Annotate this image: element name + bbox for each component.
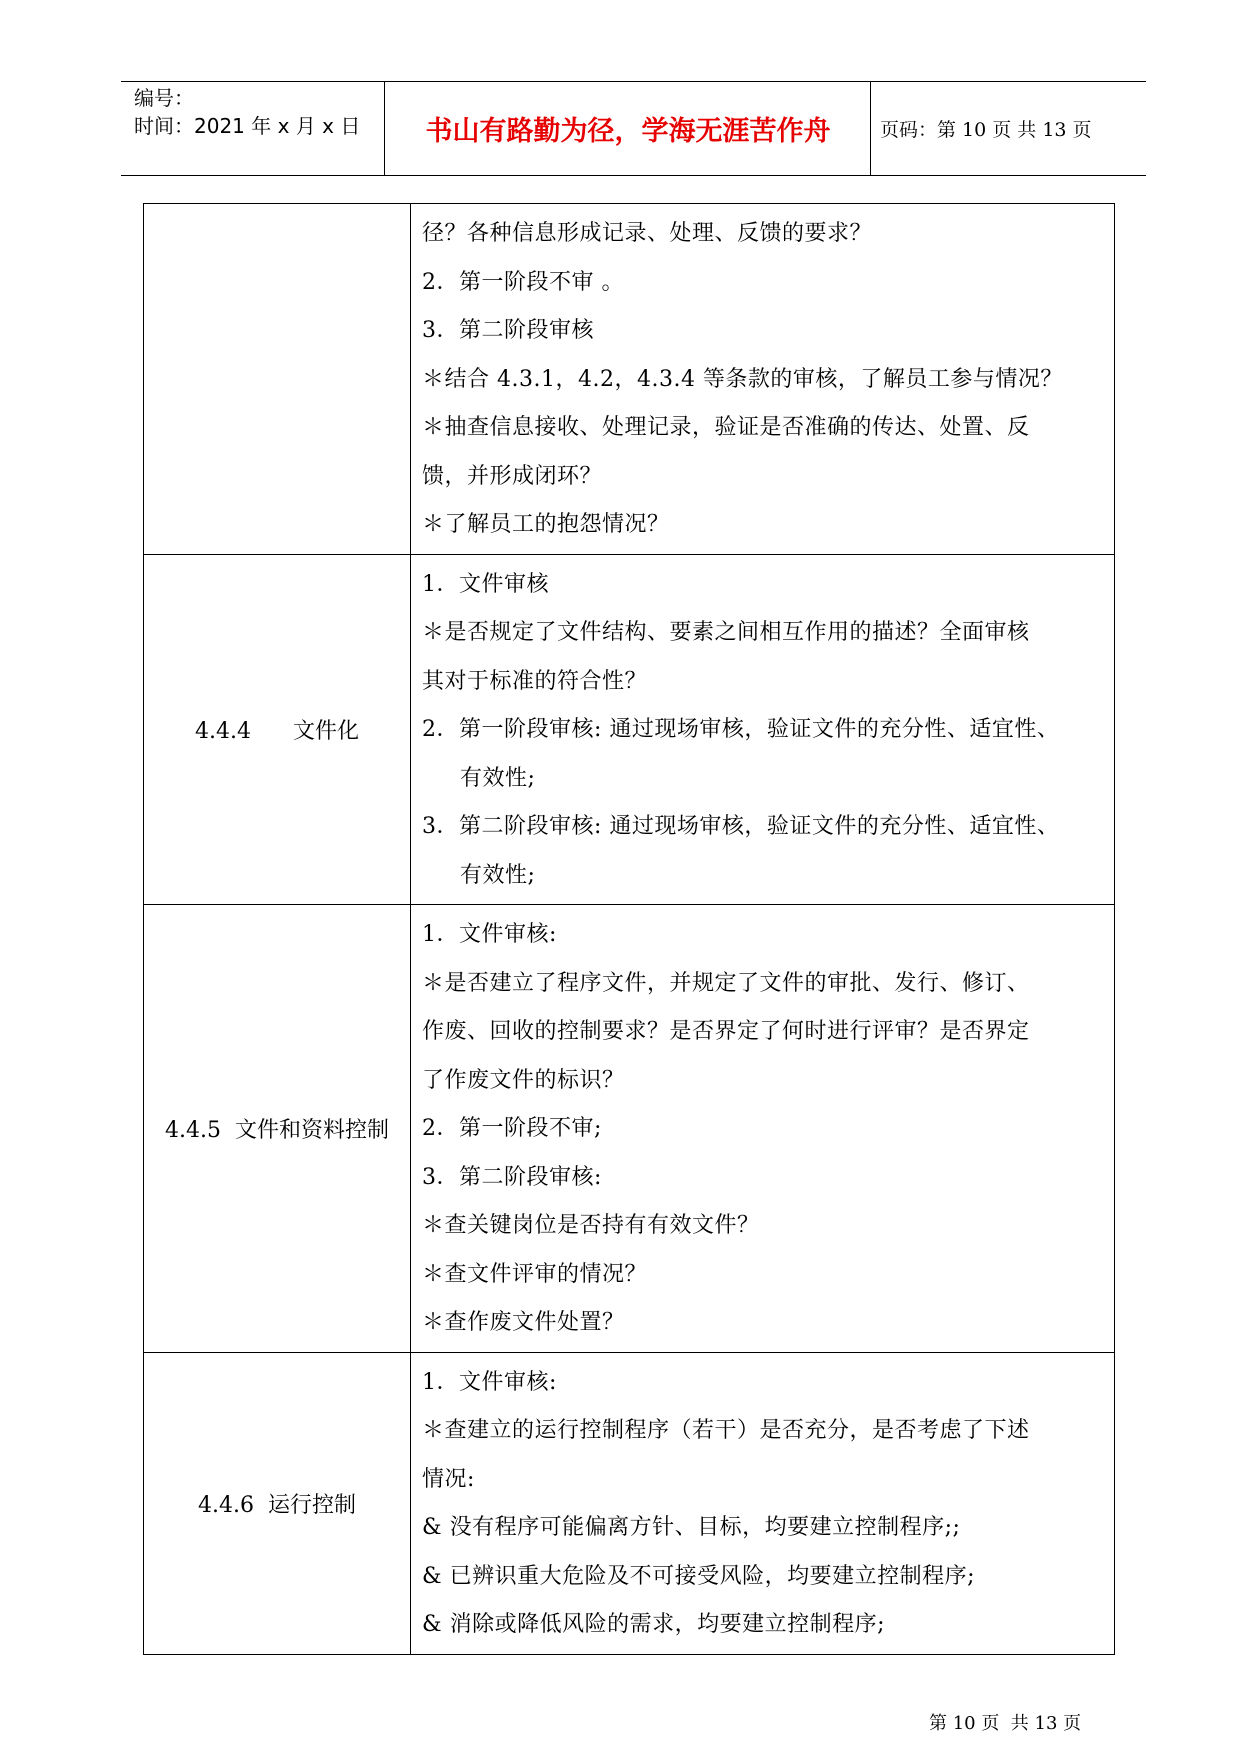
- content-line: 3．第二阶段审核: [422, 318, 594, 343]
- clause-cell: [144, 1352, 411, 1654]
- header-page-info: 页码：第 10 页 共 13 页: [880, 119, 1092, 141]
- audit-content-cell: [411, 1352, 1115, 1654]
- header-divider-left: [384, 81, 385, 176]
- content-line: ＊是否规定了文件结构、要素之间相互作用的描述？全面审核: [422, 620, 1030, 645]
- content-line: & 没有程序可能偏离方针、目标，均要建立控制程序;;: [422, 1515, 961, 1540]
- content-line: & 已辨识重大危险及不可接受风险，均要建立控制程序;: [422, 1563, 975, 1589]
- table-row: [144, 204, 1115, 555]
- content-line: 馈，并形成闭环？: [422, 463, 603, 489]
- content-line: 有效性;: [460, 765, 536, 791]
- content-line: ＊是否建立了程序文件，并规定了文件的审批、发行、修订、: [422, 970, 1030, 996]
- content-line: 3．第二阶段审核:: [422, 1164, 602, 1190]
- document-time-label: 时间：2021 年 x 月 x 日: [134, 114, 361, 138]
- header-motto: 书山有路勤为径，学海无涯苦作舟: [425, 116, 831, 147]
- table-row: [144, 905, 1115, 1353]
- audit-content-cell: [411, 204, 1115, 555]
- audit-content-cell: [411, 905, 1115, 1353]
- content-line: ＊查建立的运行控制程序（若干）是否充分，是否考虑了下述: [422, 1418, 1030, 1443]
- content-line: 3．第二阶段审核: 通过现场审核，验证文件的充分性、适宜性、: [422, 814, 1060, 839]
- content-line: 2．第一阶段不审 。: [422, 269, 624, 295]
- audit-checklist-table: [143, 203, 1115, 1655]
- clause-cell: [144, 905, 411, 1353]
- content-line: 1．文件审核: [422, 571, 549, 597]
- content-line: & 消除或降低风险的需求，均要建立控制程序;: [422, 1612, 885, 1637]
- content-line: ＊抽查信息接收、处理记录，验证是否准确的传达、处置、反: [422, 415, 1030, 440]
- content-line: 1．文件审核:: [422, 1369, 557, 1395]
- audit-content-cell: [411, 554, 1115, 905]
- footer-page-number: 第 10 页 共 13 页: [929, 1713, 1082, 1734]
- clause-cell: [144, 204, 411, 555]
- header-meta: [134, 84, 360, 140]
- clause-label: 4.4.5 文件和资料控制: [165, 1117, 389, 1143]
- header-divider-right: [870, 81, 871, 176]
- clause-label: 4.4.6 运行控制: [198, 1492, 356, 1518]
- content-line: 2．第一阶段审核: 通过现场审核，验证文件的充分性、适宜性、: [422, 717, 1060, 742]
- content-line: 了作废文件的标识？: [422, 1067, 625, 1093]
- clause-label: 4.4.4 文件化: [195, 718, 359, 744]
- content-line: ＊结合 4.3.1，4.2，4.3.4 等条款的审核，了解员工参与情况？: [422, 366, 1063, 392]
- content-line: 1．文件审核:: [422, 922, 557, 947]
- content-line: ＊查关键岗位是否持有有效文件？: [422, 1213, 760, 1238]
- content-line: 2．第一阶段不审;: [422, 1116, 602, 1141]
- content-line: ＊查文件评审的情况？: [422, 1261, 648, 1287]
- table-row: [144, 1352, 1115, 1654]
- content-line: ＊查作废文件处置？: [422, 1310, 625, 1335]
- content-line: 作废、回收的控制要求？是否界定了何时进行评审？是否界定: [422, 1019, 1030, 1044]
- content-line: 情况:: [422, 1466, 475, 1492]
- content-line: ＊了解员工的抱怨情况？: [422, 512, 670, 537]
- content-line: 其对于标准的符合性？: [422, 668, 648, 694]
- document-number-label: 编号：: [134, 86, 194, 110]
- table-row: [144, 554, 1115, 905]
- content-line: 有效性;: [460, 862, 536, 888]
- clause-cell: [144, 554, 411, 905]
- content-line: 径？各种信息形成记录、处理、反馈的要求？: [422, 221, 873, 246]
